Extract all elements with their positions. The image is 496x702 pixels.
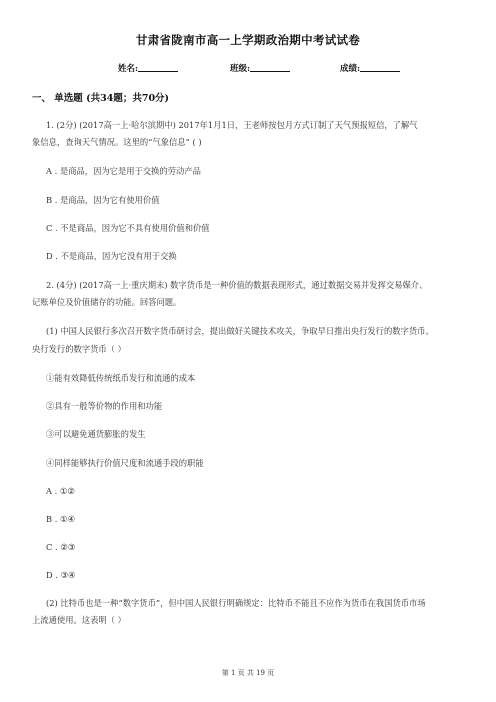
q1-stem-line1: 1. (2分) (2017高一上·哈尔滨期中) 2017年1月1日，王老师按包月方式订制了天气预报短信，了解气 — [46, 120, 418, 130]
q2-sub1-line2: 央行发行的数字货币（ ） — [32, 344, 126, 354]
q2-sub2-line2: 上流通使用。这表明（ ） — [32, 615, 126, 625]
q2-sub1-item-1: ①能有效降低传统纸币发行和流通的成本 — [46, 373, 196, 383]
q1-option-b: B . 是商品，因为它有使用价值 — [46, 195, 160, 205]
q2-stem-line2: 记账单位及价值储存的功能。回答问题。 — [32, 297, 182, 307]
class-label: 班级: — [230, 64, 251, 74]
q2-stem-line1: 2. (4分) (2017高一上·重庆期末) 数字货币是一种价值的数据表现形式，通过数据交易并发挥交易媒介、 — [46, 280, 428, 290]
q2-sub1-line1: (1) 中国人民银行多次召开数字货币研讨会，提出做好关键技术攻关，争取早日推出央行发行的数字货币。 — [46, 326, 434, 336]
q2-sub1-option-a: A . ①② — [46, 486, 75, 496]
score-blank — [360, 63, 400, 72]
exam-title: 甘肃省陇南市高一上学期政治期中考试试卷 — [135, 33, 361, 47]
name-blank — [138, 63, 178, 72]
q2-sub1-option-b: B . ①④ — [46, 514, 75, 524]
q1-stem-line2: 象信息，查询天气情况。这里的“气象信息” ( ) — [32, 137, 202, 147]
class-blank — [250, 63, 290, 72]
section-heading: 一、 单选题 (共34题；共70分) — [32, 93, 170, 104]
class-field — [230, 62, 290, 74]
q2-sub1-option-c: C . ②③ — [46, 542, 76, 552]
name-field — [118, 62, 178, 74]
q1-option-d: D . 不是商品，因为它没有用于交换 — [46, 251, 177, 261]
q2-sub1-item-4: ④同样能够执行价值尺度和流通手段的职能 — [46, 458, 204, 468]
score-field — [340, 62, 400, 74]
page-footer: 第 1 页 共 19 页 — [221, 669, 275, 677]
q1-option-c: C . 不是商品，因为它不具有使用价值和价值 — [46, 223, 210, 233]
q2-sub1-item-2: ②具有一般等价物的作用和功能 — [46, 401, 163, 411]
q2-sub1-option-d: D . ③④ — [46, 570, 76, 580]
score-label: 成绩: — [340, 64, 361, 74]
name-label: 姓名: — [118, 64, 139, 74]
q2-sub1-item-3: ③可以避免通货膨胀的发生 — [46, 429, 146, 439]
q1-option-a: A . 是商品，因为它是用于交换的劳动产品 — [46, 166, 201, 176]
q2-sub2-line1: (2) 比特币也是一种“数字货币”，但中国人民银行明确规定：比特币不能且不应作为货币在我国货币市场 — [46, 598, 426, 608]
